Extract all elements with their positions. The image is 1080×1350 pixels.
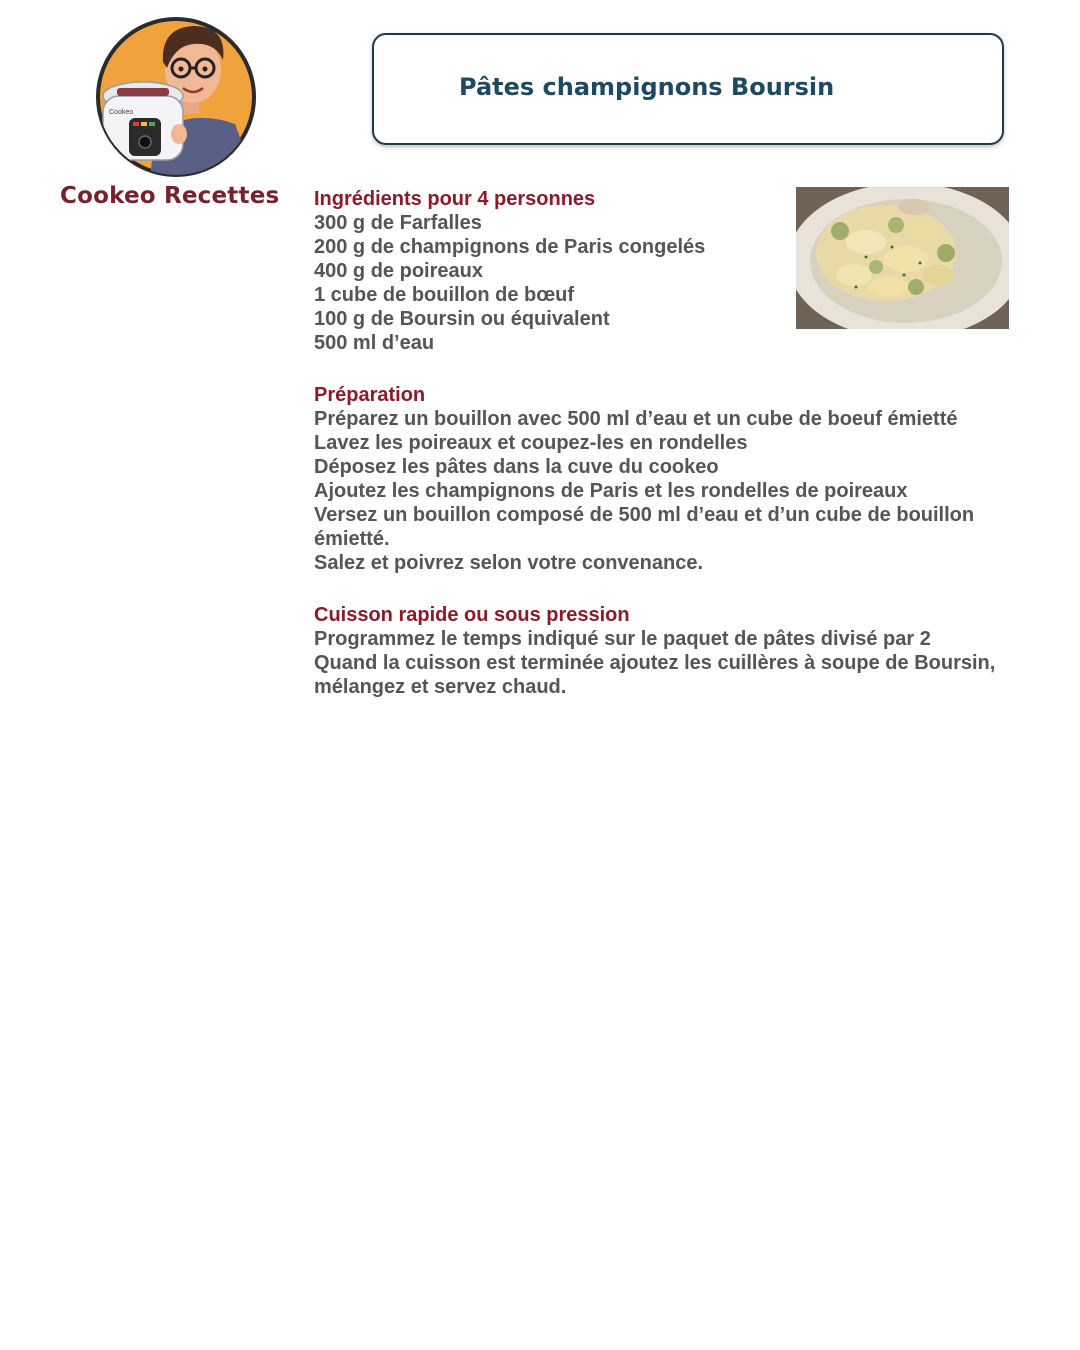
preparation-heading: Préparation — [314, 384, 426, 406]
cooking-section — [314, 603, 1034, 699]
cooking-heading: Cuisson rapide ou sous pression — [314, 604, 630, 626]
title-box — [372, 33, 1004, 145]
ingredient-item: 200 g de champignons de Paris congelés — [314, 236, 706, 258]
brand-name: Cookeo Recettes — [60, 183, 280, 209]
logo-device-text: Cookeo — [109, 109, 134, 116]
preparation-step: Déposez les pâtes dans la cuve du cookeo — [314, 456, 719, 478]
ingredients-heading: Ingrédients pour 4 personnes — [314, 188, 596, 210]
ingredient-item: 500 ml d’eau — [314, 332, 435, 354]
ingredients-section — [314, 187, 1034, 355]
preparation-step: Ajoutez les champignons de Paris et les rondelles de poireaux — [314, 480, 908, 502]
preparation-step: Préparez un bouillon avec 500 ml d’eau et un cube de boeuf émietté — [314, 408, 958, 430]
preparation-step: Lavez les poireaux et coupez-les en rondelles — [314, 432, 748, 454]
preparation-section — [314, 383, 1034, 575]
ingredient-item: 400 g de poireaux — [314, 260, 483, 282]
preparation-step: Versez un bouillon composé de 500 ml d’eau et d’un cube de bouillon émietté. — [314, 504, 975, 550]
brand-logo — [95, 16, 257, 178]
ingredient-item: 300 g de Farfalles — [314, 212, 482, 234]
cooking-step: Programmez le temps indiqué sur le paquet de pâtes divisé par 2 — [314, 628, 931, 650]
ingredient-item: 1 cube de bouillon de bœuf — [314, 284, 574, 306]
page-title: Pâtes champignons Boursin — [459, 73, 835, 101]
cooking-step: Quand la cuisson est terminée ajoutez les cuillères à soupe de Boursin, mélangez et servez chaud. — [314, 652, 996, 698]
recipe-content — [314, 187, 1034, 727]
ingredient-item: 100 g de Boursin ou équivalent — [314, 308, 610, 330]
preparation-step: Salez et poivrez selon votre convenance. — [314, 552, 704, 574]
